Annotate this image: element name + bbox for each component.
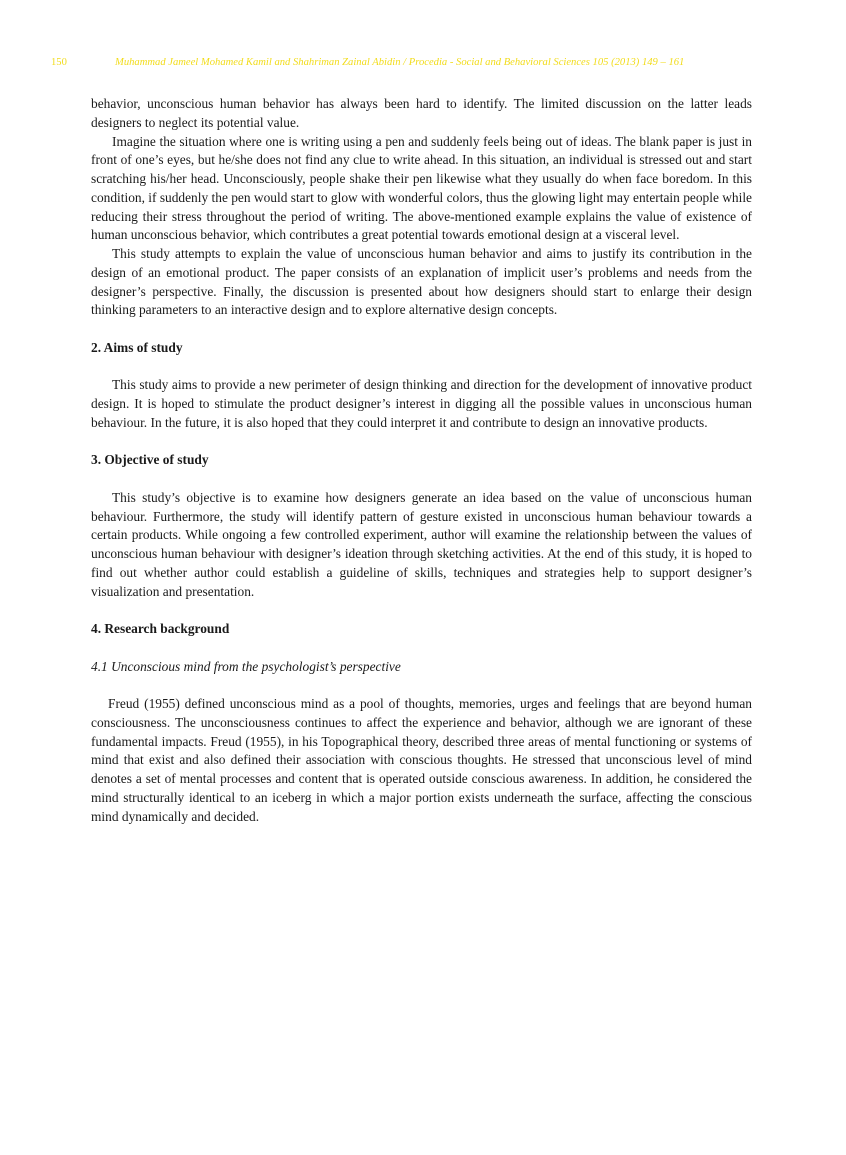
spacer — [91, 639, 752, 658]
spacer — [91, 433, 752, 452]
paragraph-objective: This study’s objective is to examine how designers generate an idea based on the value of unconscious human behaviour. Furthermore, the study will identify pattern of gesture existed in unconscious human behaviour towards a certain products. While ongoing a few controlled experiment, author will examine the relationship between the values of unconscious human behaviour with designer’s ideation through sketching activities. At the end of this study, it is hoped to find out whether author could establish a guideline of skills, techniques and strategies help to support designer’s visualization and presentation. — [91, 489, 752, 599]
paragraph-freud: Freud (1955) defined unconscious mind as a pool of thoughts, memories, urges and feelings that are beyond human consciousness. The unconsciousness continues to affect the experience and behavior, although we are ignorant of these fundamental impacts. Freud (1955), in his Topographical theory, described three areas of mental functioning or systems of mind that exist and also defined their association with conscious thoughts. He stressed that unconscious level of mind denotes a set of mental processes and content that is operated outside conscious awareness. In addition, he considered the mind structurally identical to an iceberg in which a major portion exists underneath the surface, affecting the conscious mind dynamically and decided. — [91, 696, 752, 824]
section-heading-research-background: 4. Research background — [91, 621, 230, 636]
paragraph-study: This study attempts to explain the value of unconscious human behavior and aims to justify its contribution in the design of an emotional product. The paper consists of an explanation of implicit user’s problems and needs from the designer’s perspective. Finally, the discussion is presented about how designers should start to enlarge their design thinking parameters to an interactive design and to explore alternative design concepts. — [91, 246, 752, 318]
running-header — [0, 57, 846, 75]
page-number: 150 — [51, 57, 67, 68]
spacer — [91, 320, 752, 339]
spacer — [91, 470, 752, 489]
spacer — [91, 601, 752, 620]
spacer — [91, 358, 752, 377]
running-title: Muhammad Jameel Mohamed Kamil and Shahriman Zainal Abidin / Procedia - Social and Behavioral Sciences 105 (2013) 149 – 161 — [115, 57, 685, 68]
article-body — [91, 95, 752, 826]
paragraph-continued: behavior, unconscious human behavior has always been hard to identify. The limited discussion on the latter leads designers to neglect its potential value. — [91, 96, 752, 130]
subsection-heading-unconscious-mind: 4.1 Unconscious mind from the psychologist’s perspective — [91, 658, 401, 674]
paragraph-imagine: Imagine the situation where one is writing using a pen and suddenly feels being out of ideas. The blank paper is just in front of one’s eyes, but he/she does not find any clue to write ahead. In this situation, an individual is stressed out and start scratching his/her head. Unconsciously, people shake their pen likewise what they usually do when face boredom. In this condition, if suddenly the pen would start to glow with wonderful colors, thus the glowing light may entertain people while reducing their stress throughout the period of writing. The above-mentioned example explains the value of existence of human unconscious behavior, which contributes a great potential towards emotional design at a visceral level. — [91, 133, 752, 243]
paragraph-aims: This study aims to provide a new perimeter of design thinking and direction for the development of innovative product design. It is hoped to stimulate the product designer’s interest in digging all the possible values in unconscious human behaviour. In the future, it is also hoped that they could interpret it and contribute to design an innovative products. — [91, 377, 752, 430]
spacer — [91, 676, 752, 695]
section-heading-aims: 2. Aims of study — [91, 339, 183, 355]
section-heading-objective: 3. Objective of study — [91, 452, 209, 468]
